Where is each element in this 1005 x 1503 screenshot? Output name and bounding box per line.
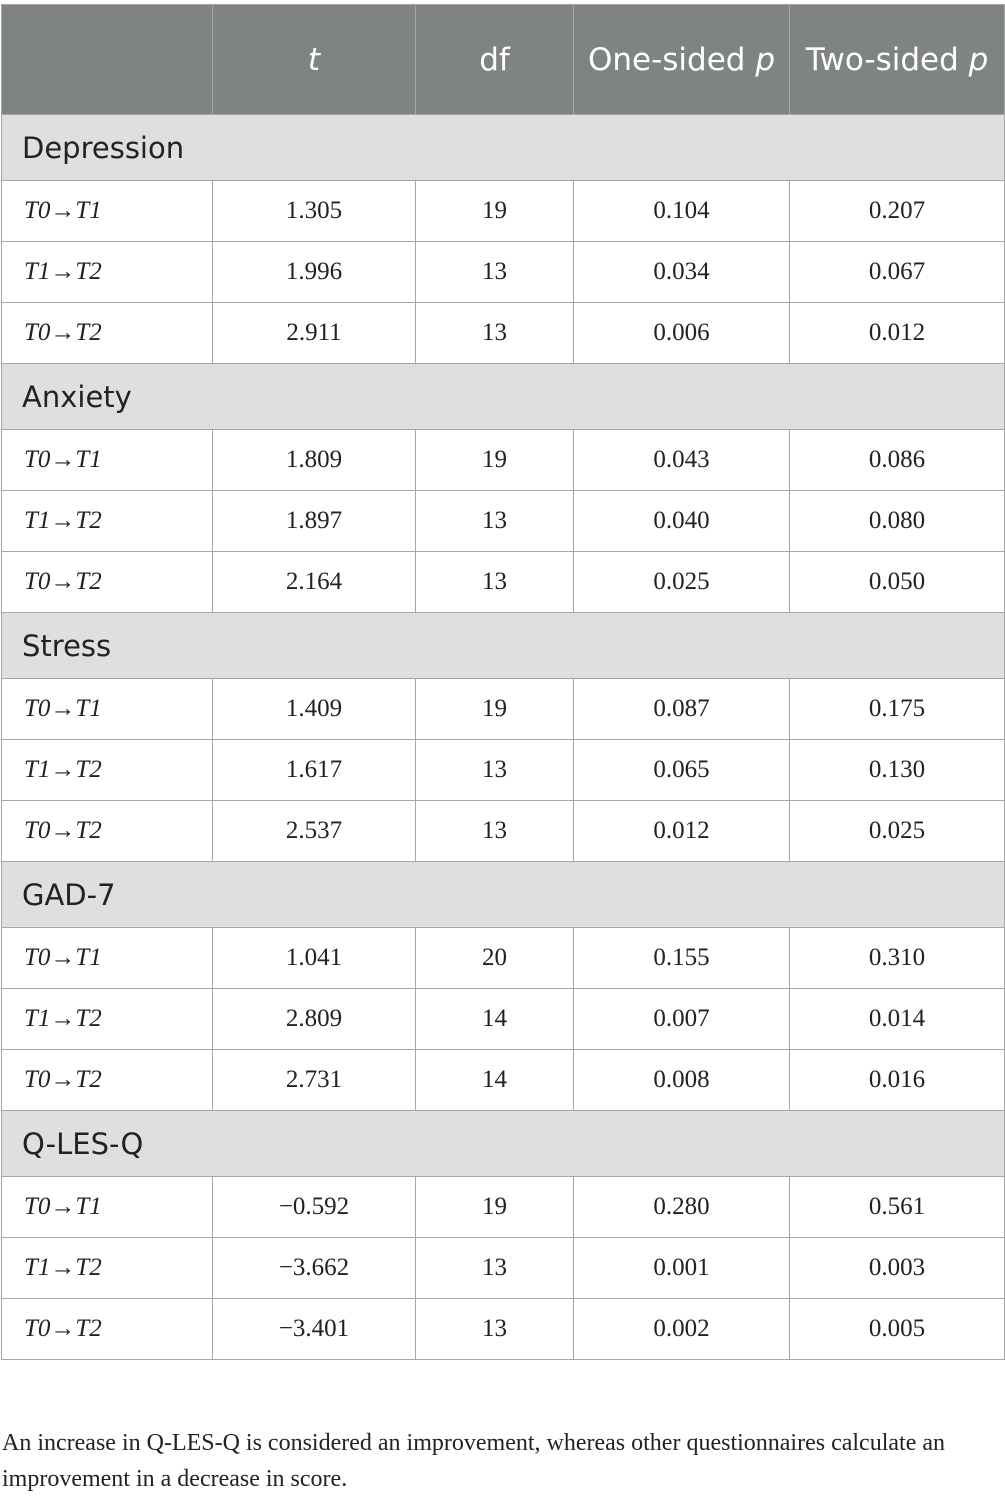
results-table bbox=[1, 4, 1005, 1360]
table-cell: 0.003 bbox=[790, 1238, 1005, 1299]
table-row bbox=[2, 928, 1005, 989]
column-header-text: Two-sided bbox=[805, 41, 969, 78]
table-cell: 19 bbox=[416, 181, 574, 242]
table-cell: 0.005 bbox=[790, 1299, 1005, 1360]
row-label: T0→T2 bbox=[2, 1050, 213, 1111]
row-label: T0→T2 bbox=[2, 303, 213, 364]
table-cell: 13 bbox=[416, 740, 574, 801]
table-cell: 0.025 bbox=[790, 801, 1005, 862]
table-row bbox=[2, 181, 1005, 242]
table-cell: 2.164 bbox=[213, 552, 416, 613]
table-cell: 0.175 bbox=[790, 679, 1005, 740]
table-cell: 2.731 bbox=[213, 1050, 416, 1111]
row-label: T0→T2 bbox=[2, 1299, 213, 1360]
row-label: T1→T2 bbox=[2, 491, 213, 552]
section-title: GAD-7 bbox=[2, 862, 1005, 928]
table-cell: 0.008 bbox=[574, 1050, 790, 1111]
column-header-text: df bbox=[479, 41, 510, 78]
table-cell: 13 bbox=[416, 1238, 574, 1299]
table-cell: 0.006 bbox=[574, 303, 790, 364]
table-cell: 0.155 bbox=[574, 928, 790, 989]
table-cell: 1.996 bbox=[213, 242, 416, 303]
table-row bbox=[2, 491, 1005, 552]
table-cell: 13 bbox=[416, 552, 574, 613]
table-cell: 0.067 bbox=[790, 242, 1005, 303]
table-cell: 0.025 bbox=[574, 552, 790, 613]
table-cell: 1.897 bbox=[213, 491, 416, 552]
section-title: Stress bbox=[2, 613, 1005, 679]
table-cell: 2.911 bbox=[213, 303, 416, 364]
table-row bbox=[2, 989, 1005, 1050]
section-title: Depression bbox=[2, 115, 1005, 181]
table-row bbox=[2, 1050, 1005, 1111]
table-row bbox=[2, 1177, 1005, 1238]
column-header-4 bbox=[790, 5, 1005, 115]
table-row bbox=[2, 1238, 1005, 1299]
column-header-1 bbox=[213, 5, 416, 115]
row-label: T1→T2 bbox=[2, 989, 213, 1050]
table-cell: 1.305 bbox=[213, 181, 416, 242]
table-cell: 0.130 bbox=[790, 740, 1005, 801]
table-cell: 13 bbox=[416, 242, 574, 303]
column-header-text: One-sided bbox=[587, 41, 756, 78]
row-label: T1→T2 bbox=[2, 242, 213, 303]
section-row bbox=[2, 1111, 1005, 1177]
table-cell: 0.561 bbox=[790, 1177, 1005, 1238]
table-cell: 0.050 bbox=[790, 552, 1005, 613]
table-cell: 0.065 bbox=[574, 740, 790, 801]
table-cell: 13 bbox=[416, 303, 574, 364]
table-cell: 13 bbox=[416, 801, 574, 862]
table-cell: 0.043 bbox=[574, 430, 790, 491]
table-footnote: An increase in Q-LES-Q is considered an improvement, whereas other questionnaires calculate an improvement in a decrease in score. bbox=[2, 1430, 945, 1492]
table-row bbox=[2, 740, 1005, 801]
table-row bbox=[2, 1299, 1005, 1360]
table-cell: 0.001 bbox=[574, 1238, 790, 1299]
table-cell: 0.012 bbox=[574, 801, 790, 862]
column-header-italic: p bbox=[755, 41, 776, 78]
column-header-2 bbox=[416, 5, 574, 115]
table-cell: 2.809 bbox=[213, 989, 416, 1050]
table-cell: 0.014 bbox=[790, 989, 1005, 1050]
table-cell: 1.409 bbox=[213, 679, 416, 740]
table-row bbox=[2, 242, 1005, 303]
table-cell: 0.087 bbox=[574, 679, 790, 740]
row-label: T0→T1 bbox=[2, 430, 213, 491]
table-row bbox=[2, 801, 1005, 862]
table-cell: 19 bbox=[416, 430, 574, 491]
column-header-0 bbox=[2, 5, 213, 115]
row-label: T0→T1 bbox=[2, 928, 213, 989]
table-cell: 0.280 bbox=[574, 1177, 790, 1238]
table-row bbox=[2, 430, 1005, 491]
table-body bbox=[2, 115, 1005, 1360]
table-cell: 0.104 bbox=[574, 181, 790, 242]
section-row bbox=[2, 115, 1005, 181]
section-title: Anxiety bbox=[2, 364, 1005, 430]
section-row bbox=[2, 862, 1005, 928]
table-cell: 0.034 bbox=[574, 242, 790, 303]
table-cell: −3.662 bbox=[213, 1238, 416, 1299]
table-cell: −0.592 bbox=[213, 1177, 416, 1238]
table-cell: 0.310 bbox=[790, 928, 1005, 989]
table-cell: 1.809 bbox=[213, 430, 416, 491]
table-row bbox=[2, 303, 1005, 364]
table-row bbox=[2, 679, 1005, 740]
column-header-italic: t bbox=[307, 41, 321, 78]
row-label: T0→T1 bbox=[2, 1177, 213, 1238]
table-cell: 2.537 bbox=[213, 801, 416, 862]
table-cell: 14 bbox=[416, 1050, 574, 1111]
table-cell: 0.016 bbox=[790, 1050, 1005, 1111]
section-row bbox=[2, 613, 1005, 679]
table-cell: 19 bbox=[416, 679, 574, 740]
table-cell: 1.041 bbox=[213, 928, 416, 989]
row-label: T0→T2 bbox=[2, 801, 213, 862]
table-cell: 0.007 bbox=[574, 989, 790, 1050]
row-label: T1→T2 bbox=[2, 740, 213, 801]
table-cell: 0.086 bbox=[790, 430, 1005, 491]
table-cell: 0.040 bbox=[574, 491, 790, 552]
table-cell: 13 bbox=[416, 1299, 574, 1360]
table-row bbox=[2, 552, 1005, 613]
table-cell: 1.617 bbox=[213, 740, 416, 801]
row-label: T1→T2 bbox=[2, 1238, 213, 1299]
row-label: T0→T1 bbox=[2, 679, 213, 740]
column-header-3 bbox=[574, 5, 790, 115]
table-cell: 13 bbox=[416, 491, 574, 552]
row-label: T0→T2 bbox=[2, 552, 213, 613]
table-cell: 19 bbox=[416, 1177, 574, 1238]
table-cell: 0.207 bbox=[790, 181, 1005, 242]
table-cell: 14 bbox=[416, 989, 574, 1050]
table-cell: 0.012 bbox=[790, 303, 1005, 364]
section-title: Q-LES-Q bbox=[2, 1111, 1005, 1177]
table-cell: 20 bbox=[416, 928, 574, 989]
row-label: T0→T1 bbox=[2, 181, 213, 242]
table-cell: −3.401 bbox=[213, 1299, 416, 1360]
header-row bbox=[2, 5, 1005, 115]
table-cell: 0.080 bbox=[790, 491, 1005, 552]
section-row bbox=[2, 364, 1005, 430]
table-header bbox=[2, 5, 1005, 115]
table-cell: 0.002 bbox=[574, 1299, 790, 1360]
column-header-italic: p bbox=[968, 41, 989, 78]
